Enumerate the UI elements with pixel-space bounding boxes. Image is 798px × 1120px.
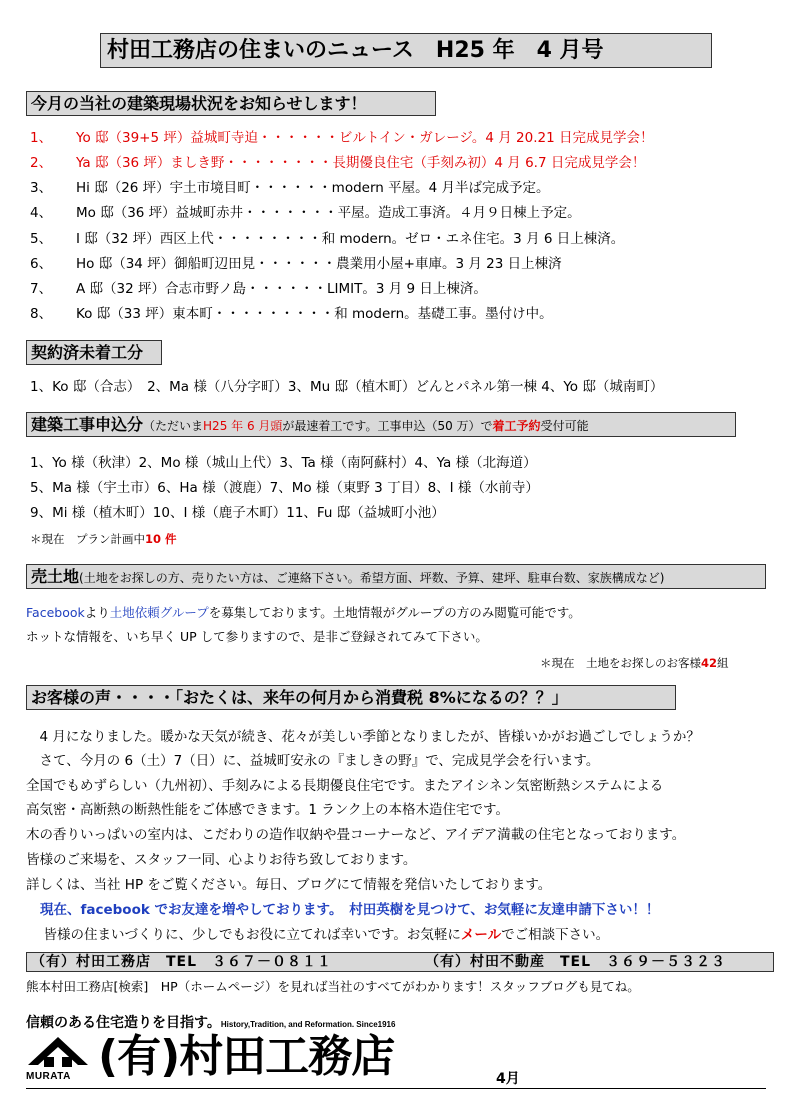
section-applications-heading (26, 412, 736, 437)
site-status-number: 3、 (30, 180, 53, 196)
site-status-text: A 邸（32 坪）合志市野ノ島・・・・・・LIMIT。3 月 9 日上棟済。 (76, 281, 487, 297)
section-customer-voice-heading: お客様の声・・・・「おたくは、来年の何月から消費税 8%になるの？？」 (26, 685, 676, 710)
applications-row: 5、Ma 様（宇土市）6、Ha 様（渡鹿）7、Mo 様（東野 3 丁目）8、I 様（水前寺） (30, 480, 539, 496)
tagline-jp: 信頼のある住宅造りを目指す。 (26, 1015, 221, 1031)
voice-paragraph: 全国でもめずらしい（九州初）、手刻みによる長期優良住宅です。またアイシネン気密断熱システムによる (26, 778, 664, 794)
house-logo-icon (26, 1035, 90, 1073)
site-status-text: Ho 邸（34 坪）御船町辺田見・・・・・・農業用小屋+車庫。3 月 23 日上棟済 (76, 256, 562, 272)
land-group-line: Facebookより土地依頼グループを募集しております。土地情報がグループの方のみ閲覧可能です。 (26, 605, 581, 620)
site-status-number: 4、 (30, 205, 53, 221)
site-status-text: Hi 邸（26 坪）宇土市境目町・・・・・・modern 平屋。4 月半ば完成予定。 (76, 180, 550, 196)
facebook-friend-line: 現在、facebook でお友達を増やしております。 村田英樹を見つけて、お気軽に友達申請下さい！！ (40, 902, 660, 918)
site-status-number: 1、 (30, 130, 53, 146)
applications-row: 9、Mi 様（植木町）10、I 様（鹿子木町）11、Fu 邸（益城町小池） (30, 505, 445, 521)
land-heading-note: (土地をお探しの方、売りたい方は、ご連絡下さい。希望方面、坪数、予算、建坪、駐車台数、家族構成など) (79, 571, 665, 585)
site-status-item (30, 304, 553, 324)
plan-count-note: ＊現在 プラン計画中10 件 (30, 532, 177, 546)
site-status-number: 8、 (30, 306, 53, 322)
site-status-item (30, 153, 645, 173)
voice-paragraph: 高気密・高断熱の断熱性能をご体感できます。1 ランク上の本格木造住宅です。 (26, 802, 509, 818)
brand-name: MURATA (26, 1071, 71, 1082)
company-logo (26, 1031, 456, 1085)
contact-bar (26, 952, 774, 972)
voice-paragraph: 皆様のご来場を、スタッフ一同、心よりお待ち致しております。 (26, 852, 417, 868)
tagline (26, 1012, 395, 1032)
site-status-item (30, 229, 624, 249)
section-site-status-heading: 今月の当社の建築現場状況をお知らせします！ (26, 91, 436, 116)
site-status-item (30, 254, 562, 274)
site-status-number: 2、 (30, 155, 53, 171)
company-name: (有)村田工務店 (98, 1031, 395, 1082)
section-contracted-heading: 契約済未着工分 (26, 340, 162, 365)
site-status-item (30, 279, 487, 299)
bottom-divider (26, 1088, 766, 1089)
closing-line: 皆様の住まいづくりに、少しでもお役に立てれば幸いです。お気軽にメールでご相談下さい。 (30, 927, 610, 943)
site-status-text: Ko 邸（33 坪）東本町・・・・・・・・・和 modern。基礎工事。墨付け中。 (76, 306, 553, 322)
contact-koumuten: （有）村田工務店 TEL ３６７－０８１１ (31, 954, 333, 970)
site-status-item (30, 178, 550, 198)
site-status-number: 7、 (30, 281, 53, 297)
applications-row: 1、Yo 様（秋津）2、Mo 様（城山上代）3、Ta 様（南阿蘇村）4、Ya 様（北海道） (30, 455, 537, 471)
voice-paragraph: 詳しくは、当社 HP をご覧ください。毎日、ブログにて情報を発信いたしております。 (26, 877, 552, 893)
site-status-number: 6、 (30, 256, 53, 272)
voice-paragraph: 木の香りいっぱいの室内は、こだわりの造作収納や畳コーナーなど、アイデア満載の住宅となっております。 (26, 827, 686, 843)
voice-paragraph: さて、今月の 6（土）7（日）に、益城町安永の『ましきの野』で、完成見学会を行います。 (26, 753, 600, 769)
site-status-text: Mo 邸（36 坪）益城町赤井・・・・・・・平屋。造成工事済。４月９日棟上予定。 (76, 205, 581, 221)
page-title: 村田工務店の住まいのニュース H25 年 4 月号 (100, 33, 712, 68)
voice-paragraph: 4 月になりました。暖かな天気が続き、花々が美しい季節となりましたが、皆様いかがお過ごしでしょうか？ (26, 729, 700, 745)
homepage-note: 熊本村田工務店[検索] HP（ホームページ）を見れば当社のすべてがわかります！スタッフブログも見てね。 (26, 979, 640, 994)
site-status-text: Ya 邸（36 坪）ましき野・・・・・・・・長期優良住宅（手刻み初）4 月 6.7 日完成見学会！ (76, 155, 646, 171)
site-status-item (30, 203, 581, 223)
contracted-list: 1、Ko 邸（合志） 2、Ma 様（八分字町）3、Mu 邸（植木町）どんとパネル第一棟 4、Yo 邸（城南町） (30, 379, 664, 395)
contact-fudousan: （有）村田不動産 TEL ３６９－５３２３ (425, 954, 727, 970)
land-count-note: ＊現在 土地をお探しのお客様42組 (540, 656, 729, 670)
section-land-heading (26, 564, 766, 589)
applications-note: （ただいまH25 年 6 月頭が最速着工です。工事申込（50 万）で着工予約受付可能 (143, 419, 589, 433)
site-status-text: I 邸（32 坪）西区上代・・・・・・・・和 modern。ゼロ・エネ住宅。3 月 6 日上棟済。 (76, 231, 625, 247)
month-label: 4月 (496, 1071, 520, 1087)
applications-heading-title: 建築工事申込分 (31, 415, 144, 434)
site-status-number: 5、 (30, 231, 53, 247)
site-status-item (30, 128, 653, 148)
tagline-en: History,Tradition, and Reformation. Since1916 (220, 1020, 396, 1029)
land-heading-title: 売土地 (31, 567, 80, 586)
land-register-line: ホットな情報を、いち早く UP して参りますので、是非ご登録されてみて下さい。 (26, 629, 488, 644)
site-status-text: Yo 邸（39+5 坪）益城町寺迫・・・・・・ビルトイン・ガレージ。4 月 20.21 日完成見学会！ (76, 130, 654, 146)
